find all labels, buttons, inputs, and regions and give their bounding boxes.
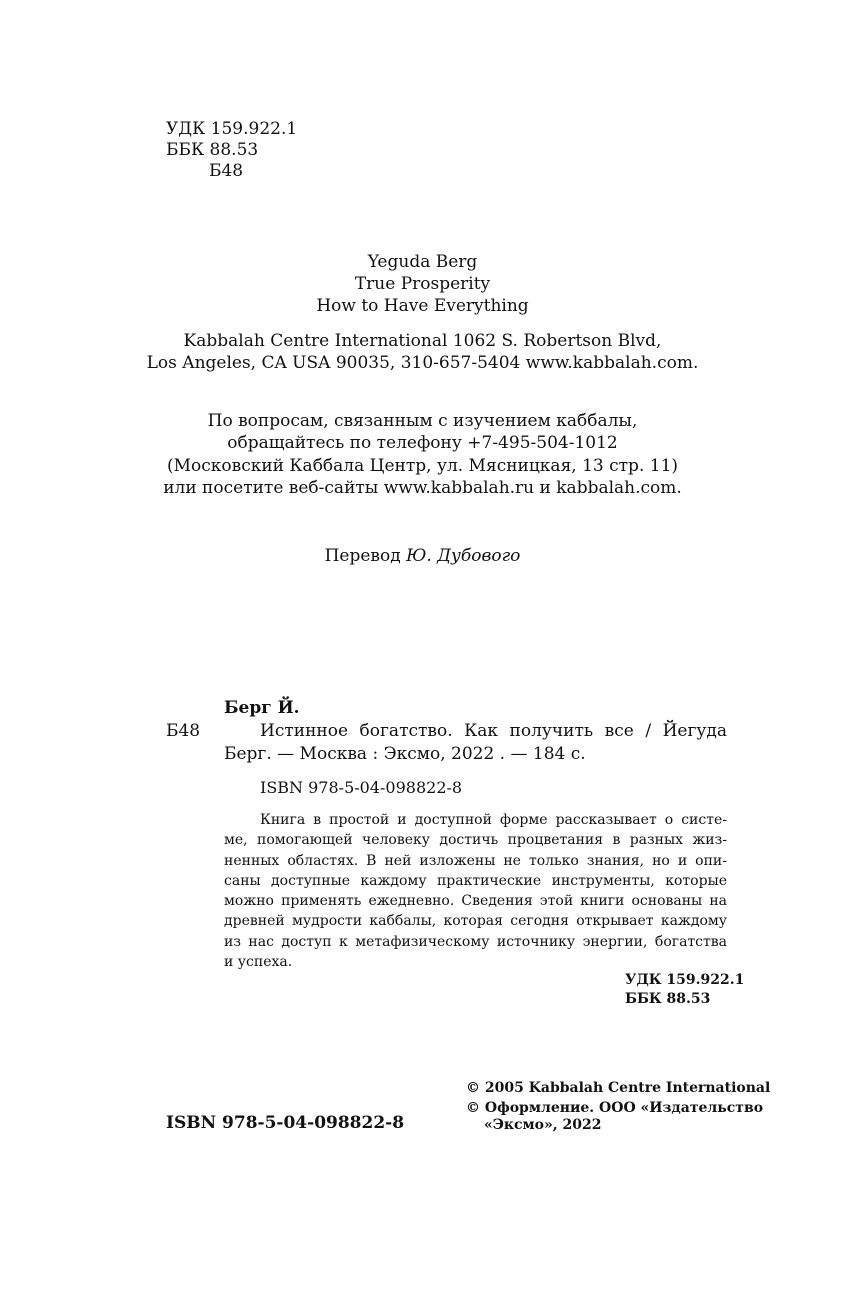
translator-name: Ю. Дубового (406, 546, 521, 566)
catalog-title-line-1: Истинное богатство. Как получить все / Йегуда (260, 721, 727, 741)
footer-isbn: ISBN 978-5-04-098822-8 (166, 1113, 405, 1133)
publisher-line-2: Los Angeles, CA USA 90035, 310-657-5404 www.kabbalah.com. (146, 353, 699, 373)
catalog-udk: УДК 159.922.1 (625, 972, 745, 988)
catalog-isbn: ISBN 978-5-04-098822-8 (260, 778, 463, 797)
copyright-design-line-2: «Эксмо», 2022 (484, 1117, 602, 1133)
copyright-original: © 2005 Kabbalah Centre International (466, 1080, 771, 1096)
publisher-line-1: Kabbalah Centre International 1062 S. Robertson Blvd, (183, 331, 662, 351)
copyright-design-line-1: © Оформление. ООО «Издательство (466, 1100, 764, 1116)
annotation-line: Книга в простой и доступной форме рассказывает о систе- (260, 812, 727, 828)
annotation-line: можно применять ежедневно. Сведения этой книги основаны на (224, 893, 727, 910)
udk-top: УДК 159.922.1 (166, 119, 298, 139)
annotation-line: и успеха. (224, 954, 293, 971)
annotation-line: древней мудрости каббалы, которая сегодня открывает каждому (224, 913, 727, 930)
catalog-author-heading: Берг Й. (224, 698, 300, 718)
original-author: Yeguda Berg (367, 252, 478, 272)
contact-line: или посетите веб-сайты www.kabbalah.ru и kabbalah.com. (163, 478, 682, 498)
author-mark-top: Б48 (209, 161, 244, 181)
contact-line: По вопросам, связанным с изучением каббалы, (207, 411, 638, 431)
annotation-line: саны доступные каждому практические инструменты, которые (224, 872, 727, 889)
contact-line: (Московский Каббала Центр, ул. Мясницкая, 13 стр. 11) (166, 456, 679, 476)
catalog-mark: Б48 (166, 721, 201, 741)
catalog-title-line-2: Берг. — Москва : Эксмо, 2022 . — 184 с. (224, 744, 586, 764)
translation-credit (0, 545, 845, 567)
translation-label: Перевод (324, 546, 401, 566)
contact-line: обращайтесь по телефону +7-495-504-1012 (227, 433, 618, 453)
annotation-line: ме, помогающей человеку достичь процветания в разных жиз- (224, 832, 727, 849)
bbk-top: ББК 88.53 (166, 140, 259, 160)
catalog-bbk: ББК 88.53 (625, 991, 711, 1007)
annotation-line: ненных областях. В ней изложены не только знания, но и опи- (224, 852, 727, 869)
original-title: True Prosperity (354, 274, 491, 294)
original-subtitle: How to Have Everything (316, 296, 529, 316)
catalog-annotation (224, 810, 727, 972)
annotation-line: из нас доступ к метафизическому источнику энергии, богатства (224, 933, 727, 950)
